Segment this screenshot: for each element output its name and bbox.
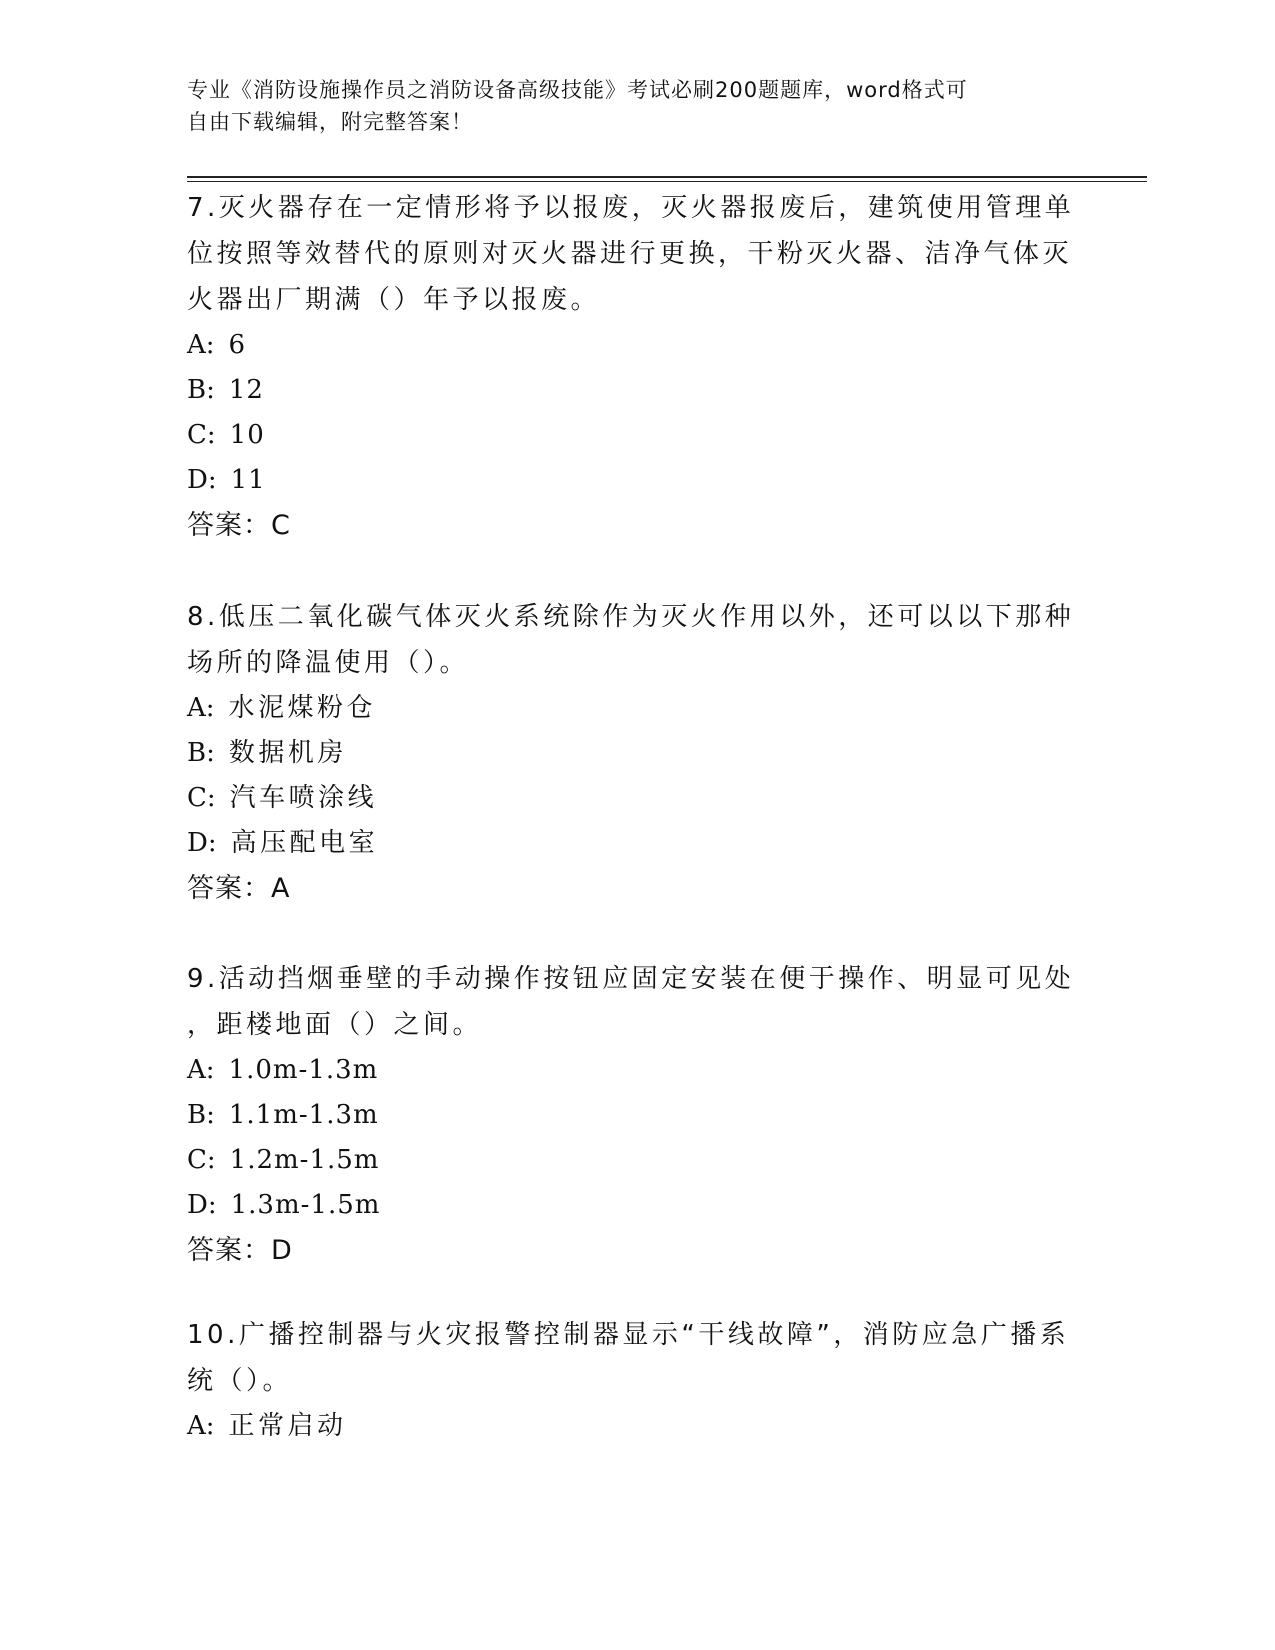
header-line-1: 专业《消防设施操作员之消防设备高级技能》考试必刷200题题库，word格式可 xyxy=(187,78,968,102)
document-header xyxy=(187,74,1067,138)
question-text-line: 场所的降温使用（）。 xyxy=(187,648,470,678)
option-value: 1.0m-1.3m xyxy=(228,1055,379,1085)
answer-line: 答案：A xyxy=(187,873,291,904)
option-letter: B: xyxy=(187,1100,215,1130)
question-text-line: 7.灭火器存在一定情形将予以报废，灭火器报废后，建筑使用管理单 xyxy=(187,193,1075,223)
option-value: 1.3m-1.5m xyxy=(230,1190,381,1220)
question-text-line: 8.低压二氧化碳气体灭火系统除作为灭火作用以外，还可以以下那种 xyxy=(187,602,1075,632)
option-value: 12 xyxy=(228,375,264,405)
option-letter: C: xyxy=(187,1145,216,1175)
option-letter: A: xyxy=(187,1055,215,1085)
option-b xyxy=(187,368,1087,413)
option-b xyxy=(187,731,1087,776)
question-text-line: ，距楼地面（）之间。 xyxy=(187,1010,483,1040)
option-c xyxy=(187,413,1087,458)
header-divider-thin xyxy=(187,181,1147,182)
option-letter: A: xyxy=(187,693,215,723)
option-c xyxy=(187,776,1087,821)
option-a xyxy=(187,1404,1087,1449)
option-c xyxy=(187,1138,1087,1183)
option-d xyxy=(187,1183,1087,1228)
option-value: 高压配电室 xyxy=(230,828,379,858)
option-a xyxy=(187,323,1087,368)
option-letter: D: xyxy=(187,828,217,858)
question-10 xyxy=(187,1312,1087,1449)
header-line-2: 自由下载编辑，附完整答案！ xyxy=(187,110,473,134)
option-d xyxy=(187,458,1087,503)
option-value: 6 xyxy=(228,330,247,360)
answer-line: 答案：C xyxy=(187,510,291,541)
answer-line: 答案：D xyxy=(187,1235,293,1266)
option-value: 11 xyxy=(230,465,266,495)
question-7 xyxy=(187,185,1087,549)
question-text-line: 统（）。 xyxy=(187,1366,293,1396)
question-text-line: 位按照等效替代的原则对灭火器进行更换，干粉灭火器、洁净气体灭 xyxy=(187,239,1073,269)
header-divider-thick xyxy=(187,176,1147,178)
question-text-line: 9.活动挡烟垂壁的手动操作按钮应固定安装在便于操作、明显可见处 xyxy=(187,964,1075,994)
option-letter: B: xyxy=(187,738,215,768)
option-value: 水泥煤粉仓 xyxy=(228,693,377,723)
option-value: 1.1m-1.3m xyxy=(228,1100,379,1130)
question-8 xyxy=(187,594,1087,912)
option-value: 汽车喷涂线 xyxy=(229,783,378,813)
option-letter: D: xyxy=(187,1190,217,1220)
option-letter: B: xyxy=(187,375,215,405)
option-value: 10 xyxy=(229,420,265,450)
option-value: 1.2m-1.5m xyxy=(229,1145,380,1175)
question-9 xyxy=(187,956,1087,1274)
option-b xyxy=(187,1093,1087,1138)
question-text-line: 10.广播控制器与火灾报警控制器显示“干线故障”，消防应急广播系 xyxy=(187,1320,1070,1350)
option-letter: C: xyxy=(187,783,216,813)
option-value: 数据机房 xyxy=(228,738,347,768)
option-d xyxy=(187,821,1087,866)
option-letter: D: xyxy=(187,465,217,495)
option-letter: A: xyxy=(187,1411,215,1441)
option-a xyxy=(187,1048,1087,1093)
option-value: 正常启动 xyxy=(228,1411,347,1441)
option-a xyxy=(187,686,1087,731)
question-text-line: 火器出厂期满（）年予以报废。 xyxy=(187,285,601,315)
option-letter: A: xyxy=(187,330,215,360)
option-letter: C: xyxy=(187,420,216,450)
